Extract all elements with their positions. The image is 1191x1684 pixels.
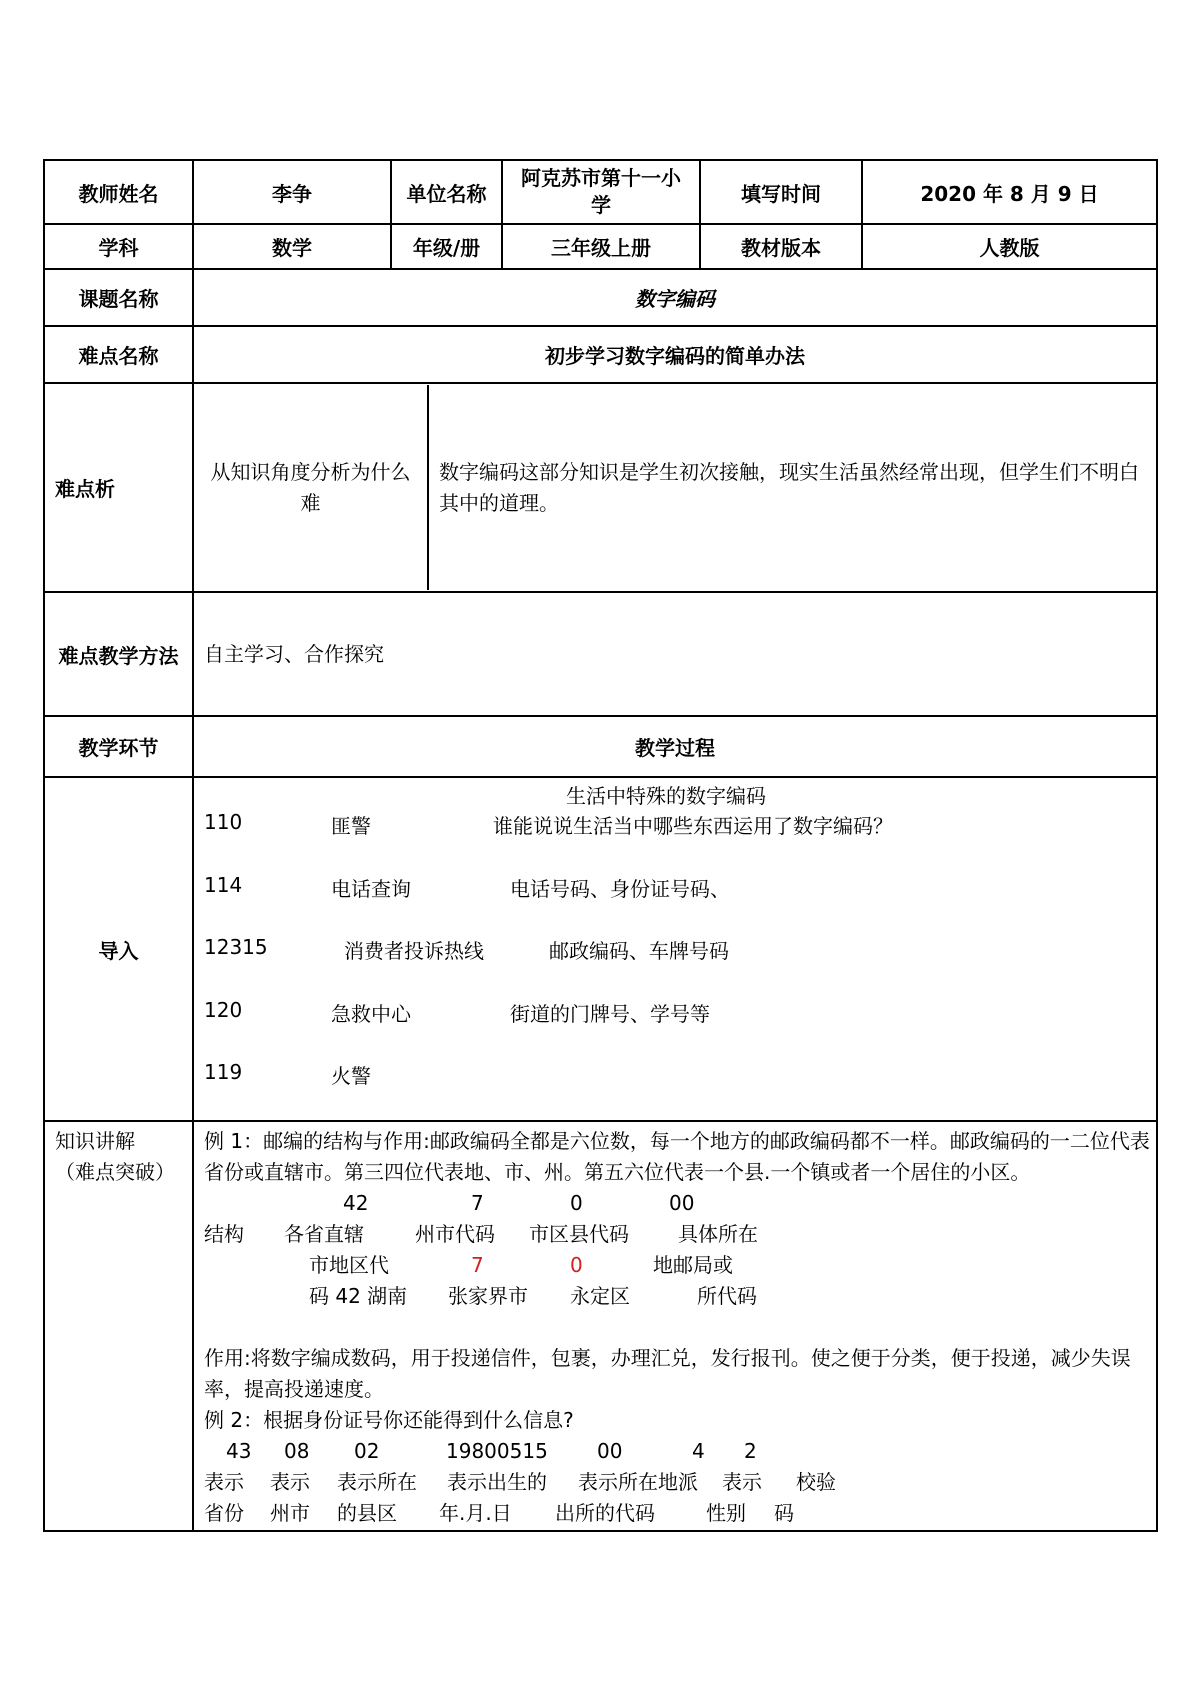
grade-value: 三年级上册 [502, 224, 700, 269]
difficulty-row [44, 326, 1157, 383]
unit-name-value: 阿克苏市第十一小学 [502, 160, 700, 224]
intro-name-4: 急救中心 [331, 1002, 411, 1026]
id-meaning-row-1 [204, 1467, 1150, 1498]
intro-title: 生活中特殊的数字编码 [566, 784, 766, 808]
analysis-text: 数字编码这部分知识是学生初次接触，现实生活虽然经常出现，但学生们不明白其中的道理。 [439, 459, 1139, 515]
topic-label: 课题名称 [44, 269, 193, 326]
id-digit: 43 [226, 1439, 252, 1463]
id-meaning: 年.月.日 [439, 1501, 512, 1525]
unit-name-label: 单位名称 [391, 160, 502, 224]
intro-num-4: 120 [204, 998, 243, 1022]
example-1-text: 例 1：邮编的结构与作用:邮政编码全都是六位数，每一个地方的邮政编码都不一样。邮政编码的一二位代表省份或直辖市。第三四位代表地、市、州。第五六位代表一个县.一个镇或者一个居住的小区。 [204, 1129, 1150, 1184]
header-row-1 [44, 160, 1157, 224]
analysis-row [44, 383, 1157, 592]
analysis-label: 难点析 [44, 383, 193, 592]
teacher-name-label: 教师姓名 [44, 160, 193, 224]
postcode-usage: 作用:将数字编成数码，用于投递信件，包裹，办理汇兑，发行报刊。使之便于分类，便于投递，减少失误率，提高投递速度。 [204, 1346, 1131, 1401]
id-meaning: 表示 [722, 1470, 762, 1494]
id-meaning: 州市 [270, 1501, 310, 1525]
knowledge-content [193, 1121, 1157, 1531]
structure-cell: 张家界市 [448, 1284, 528, 1308]
structure-row-3 [204, 1281, 1150, 1312]
structure-col: 市区县代码 [529, 1222, 629, 1246]
teacher-name-value: 李争 [193, 160, 391, 224]
knowledge-label-cell [44, 1121, 193, 1531]
lesson-plan-sheet [43, 159, 1156, 1534]
id-meaning: 校验 [796, 1470, 836, 1494]
intro-note-1: 谁能说说生活当中哪些东西运用了数字编码？ [493, 814, 893, 838]
id-meaning: 表示所在 [337, 1470, 417, 1494]
structure-cell-red: 7 [471, 1253, 484, 1277]
knowledge-label-line2: （难点突破） [55, 1160, 175, 1184]
fill-time-value: 2020 年 8 月 9 日 [862, 160, 1157, 224]
id-meaning: 的县区 [337, 1501, 397, 1525]
intro-name-1: 匪警 [331, 814, 371, 838]
structure-row-2 [204, 1250, 1150, 1281]
method-value: 自主学习、合作探究 [193, 592, 1157, 716]
postcode-digit: 7 [471, 1191, 484, 1215]
id-meaning: 性别 [706, 1501, 746, 1525]
id-digit: 19800515 [446, 1439, 548, 1463]
id-digit: 2 [744, 1439, 757, 1463]
fill-time-label: 填写时间 [700, 160, 862, 224]
intro-num-5: 119 [204, 1060, 243, 1084]
intro-num-1: 110 [204, 810, 243, 834]
id-digit: 08 [284, 1439, 310, 1463]
id-meaning: 省份 [204, 1501, 244, 1525]
structure-cell-red: 0 [570, 1253, 583, 1277]
analysis-angle: 从知识角度分析为什么难 [194, 385, 428, 590]
id-digit: 00 [597, 1439, 623, 1463]
difficulty-value: 初步学习数字编码的简单办法 [193, 326, 1157, 383]
postcode-digit: 00 [669, 1191, 695, 1215]
id-meaning: 出所的代码 [555, 1501, 655, 1525]
process-header-row [44, 716, 1157, 777]
intro-name-2: 电话查询 [331, 877, 411, 901]
structure-cell: 码 42 湖南 [309, 1284, 408, 1308]
structure-cell: 地邮局或 [653, 1253, 733, 1277]
structure-col: 各省直辖 [284, 1222, 364, 1246]
id-meaning: 表示 [204, 1470, 244, 1494]
analysis-inner [194, 385, 1156, 590]
id-meaning: 表示 [270, 1470, 310, 1494]
lesson-plan-table [43, 159, 1158, 1532]
id-digit: 02 [354, 1439, 380, 1463]
id-digits-row [204, 1436, 1150, 1467]
difficulty-label: 难点名称 [44, 326, 193, 383]
intro-row [44, 777, 1157, 1121]
knowledge-label-line1: 知识讲解 [55, 1129, 135, 1153]
header-row-2 [44, 224, 1157, 269]
postcode-digits-row [204, 1188, 1150, 1219]
edition-value: 人教版 [862, 224, 1157, 269]
structure-cell: 永定区 [570, 1284, 630, 1308]
topic-value: 数字编码 [193, 269, 1157, 326]
id-meaning: 表示所在地派 [578, 1470, 698, 1494]
subject-label: 学科 [44, 224, 193, 269]
intro-num-2: 114 [204, 873, 243, 897]
intro-note-3: 邮政编码、车牌号码 [549, 939, 729, 963]
structure-label: 结构 [204, 1222, 244, 1246]
id-meaning-row-2 [204, 1498, 1150, 1529]
structure-col: 州市代码 [415, 1222, 495, 1246]
intro-name-3: 消费者投诉热线 [344, 939, 484, 963]
grade-label: 年级/册 [391, 224, 502, 269]
id-meaning: 码 [774, 1501, 794, 1525]
example-2-title: 例 2：根据身份证号你还能得到什么信息? [204, 1408, 574, 1432]
postcode-digit: 0 [570, 1191, 583, 1215]
intro-name-5: 火警 [331, 1064, 371, 1088]
intro-content [194, 778, 1156, 1118]
method-row [44, 592, 1157, 716]
intro-note-2: 电话号码、身份证号码、 [510, 877, 730, 901]
intro-label: 导入 [44, 777, 193, 1121]
intro-note-4: 街道的门牌号、学号等 [510, 1002, 710, 1026]
id-meaning: 表示出生的 [447, 1470, 547, 1494]
structure-col: 具体所在 [678, 1222, 758, 1246]
subject-value: 数学 [193, 224, 391, 269]
structure-cell: 所代码 [697, 1284, 757, 1308]
edition-label: 教材版本 [700, 224, 862, 269]
postcode-digit: 42 [343, 1191, 369, 1215]
topic-row [44, 269, 1157, 326]
method-label: 难点教学方法 [44, 592, 193, 716]
knowledge-row [44, 1121, 1157, 1531]
structure-row-1 [204, 1219, 1150, 1250]
process-label: 教学环节 [44, 716, 193, 777]
process-value: 教学过程 [193, 716, 1157, 777]
intro-num-3: 12315 [204, 935, 268, 959]
structure-cell: 市地区代 [309, 1253, 389, 1277]
id-digit: 4 [692, 1439, 705, 1463]
